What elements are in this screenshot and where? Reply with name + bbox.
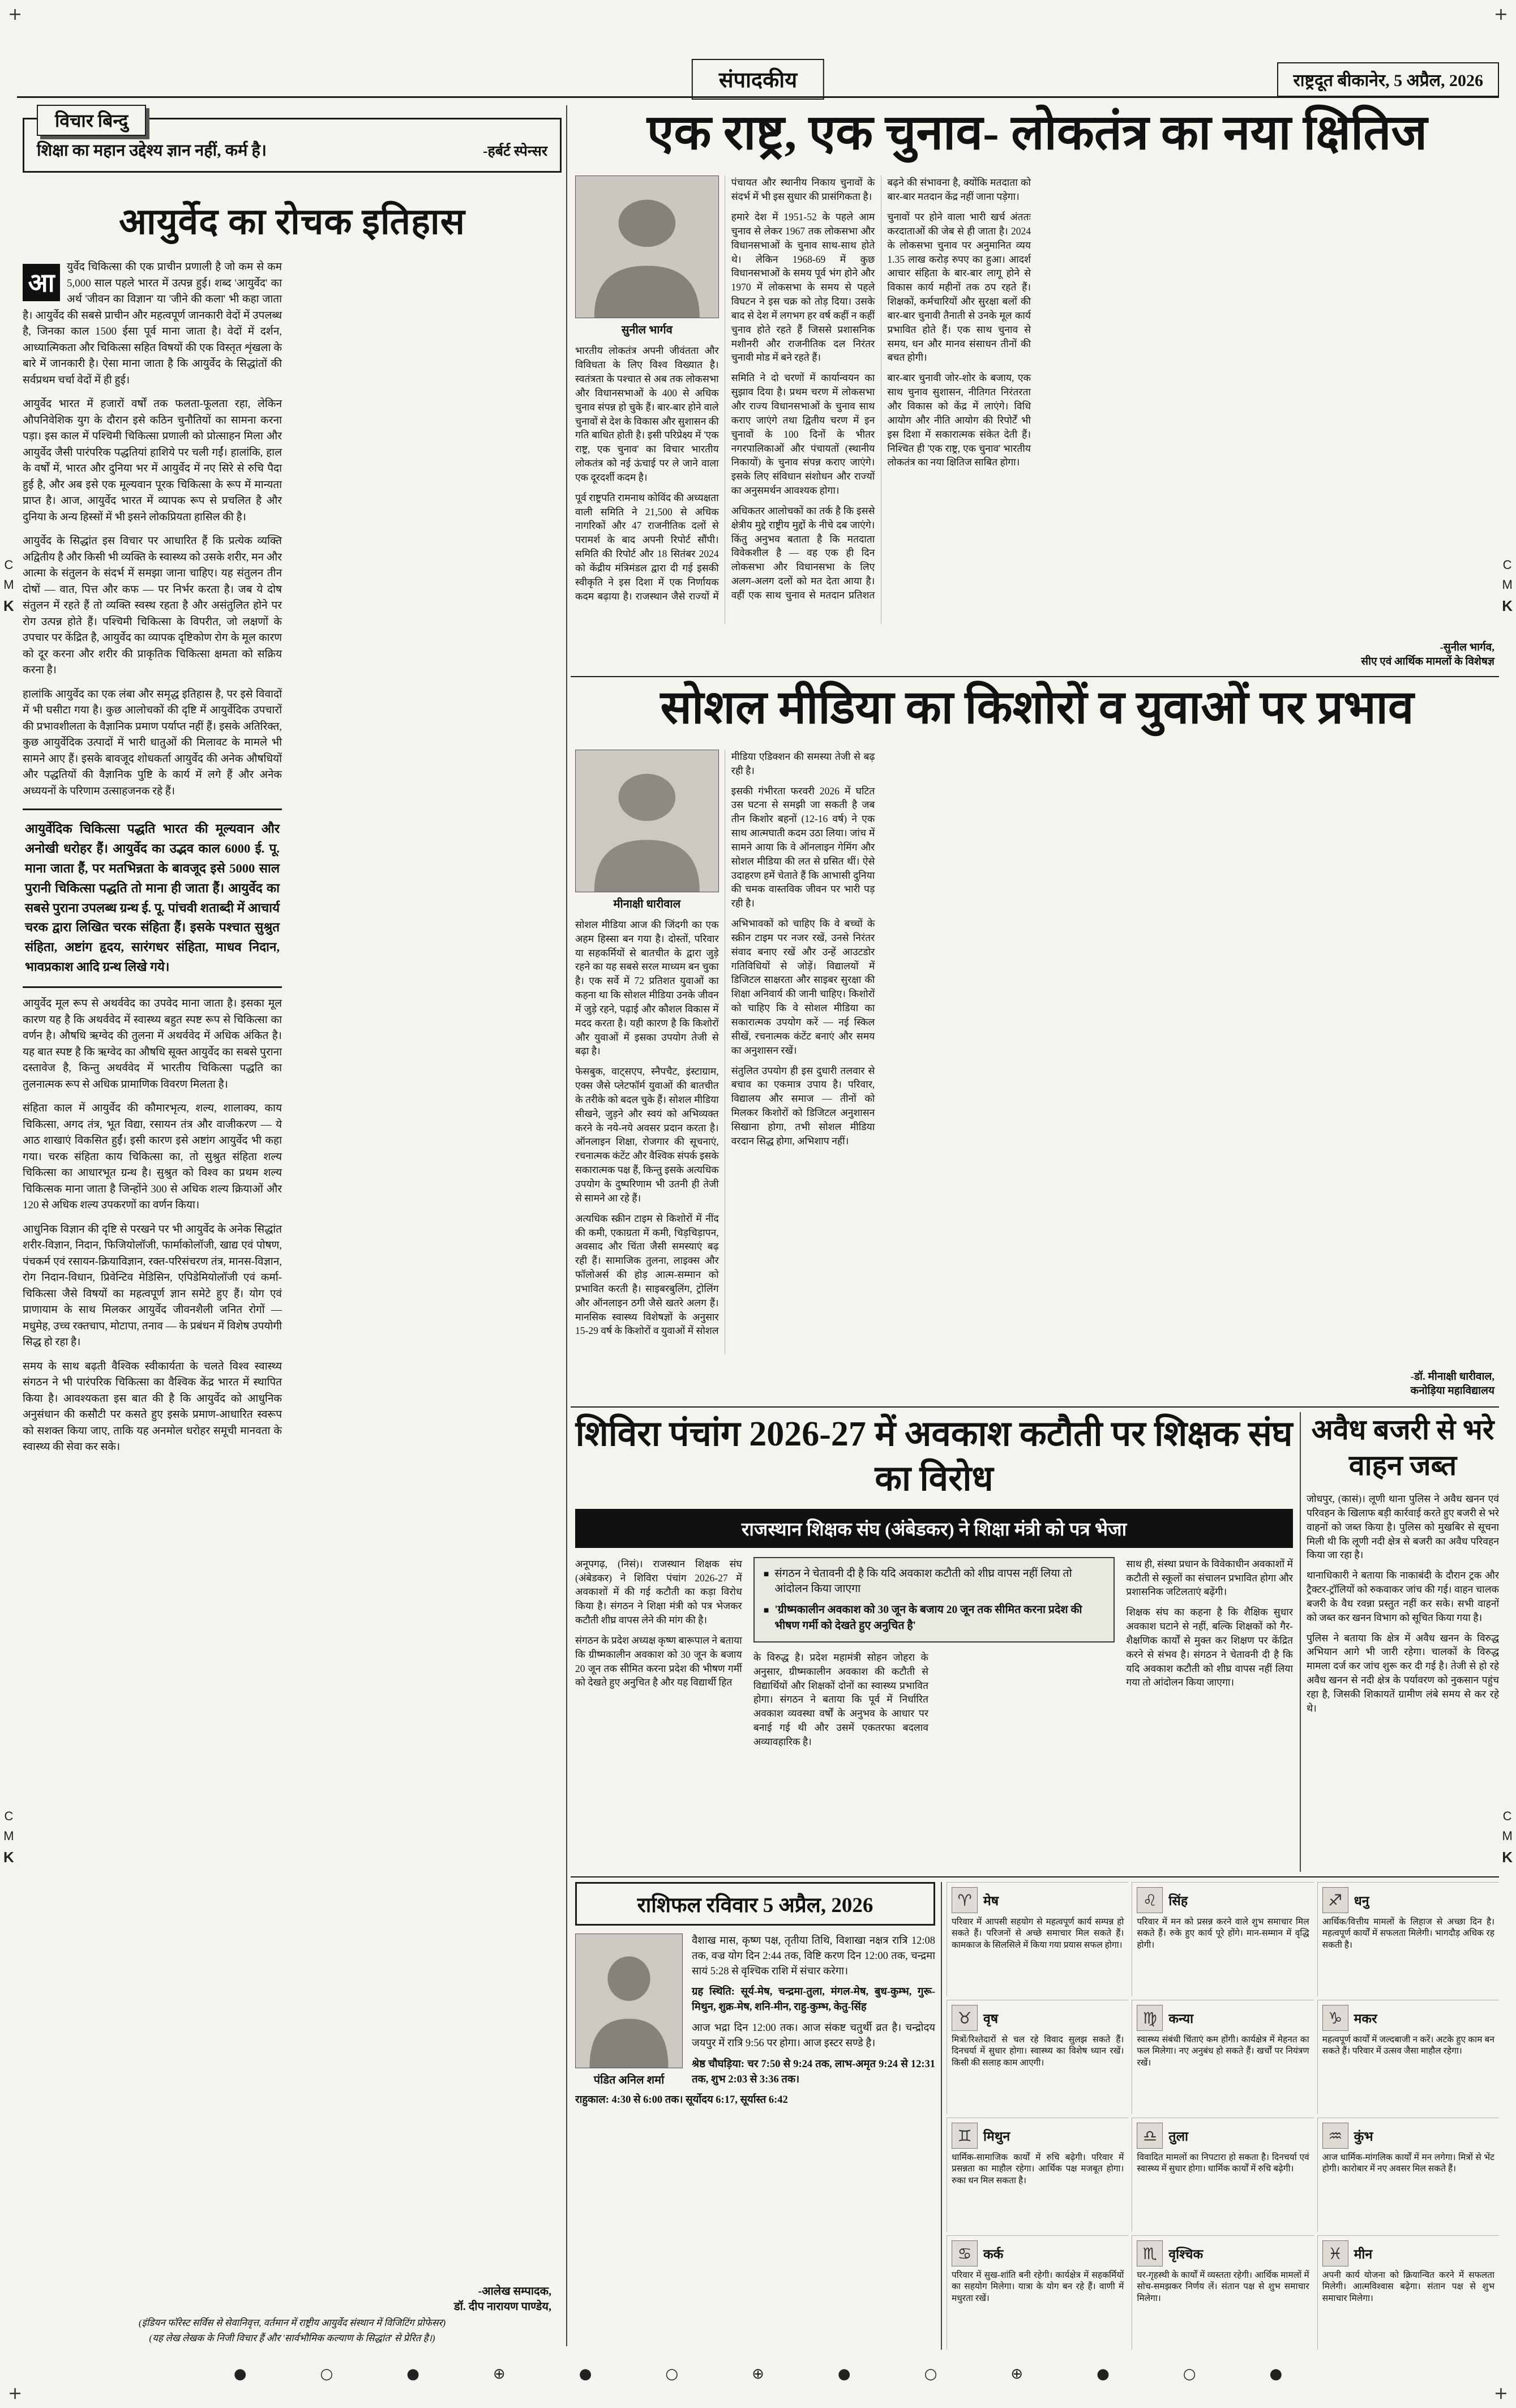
ayurveda-paragraphs: [23, 396, 282, 799]
bajri-body: [1307, 1492, 1499, 1832]
masthead-date: राष्ट्रदूत बीकानेर, 5 अप्रैल, 2026: [1277, 62, 1499, 97]
social-media-body: [575, 750, 1499, 1354]
paragraph: अभिभावकों को चाहिए कि वे बच्चों के स्क्रीन टाइम पर नजर रखें, उनसे निरंतर संवाद बनाए रखें और उन्हें आउटडोर गतिविधियों से जोड़ें। विद्यालयों में डिजिटल साक्षरता और साइबर सुरक्षा की शिक्षा अनिवार्य की जानी चाहिए। किशोरों को चाहिए कि वे सोशल मीडिया का सकारात्मक उपयोग करें — नई स्किल सीखें, रचनात्मक कंटेंट बनाएं और समय का अनुशासन रखें।: [731, 918, 875, 1056]
horoscope-divider: [941, 1882, 942, 2350]
sign-name: धनु: [1354, 1894, 1369, 1908]
quote-attribution: -हर्बर्ट स्पेन्सर: [483, 144, 547, 159]
one-nation-headline: एक राष्ट्र, एक चुनाव- लोकतंत्र का नया क्षितिज: [646, 105, 1428, 160]
registration-dot-icon: ●: [233, 2366, 247, 2383]
registration-dot-icon: ●: [1269, 2366, 1283, 2383]
choghadiya-line: श्रेष्ठ चौघड़िया: चर 7:50 से 9:24 तक, लाभ-अमृत 9:24 से 12:31 तक, शुभ 2:03 से 3:36 तक।: [692, 2058, 935, 2085]
cmk-mark: [3, 555, 14, 618]
warning-text: 'ग्रीष्मकालीन अवकाश को 30 जून के बजाय 20 जून तक सीमित करना प्रदेश की भीषण गर्मी को देखते हुए अनुचित है': [774, 1604, 1082, 1632]
paragraph: संहिता काल में आयुर्वेद की कौमारभृत्य, शल्य, शालाक्य, काय चिकित्सा, अगद तंत्र, भूत विद्या, रसायन तंत्र और वाजीकरण — ये आठ शाखाएं विकसित हुईं। इसी कारण इसे अष्टांग आयुर्वेद भी कहा गया। चरक संहिता काय चिकित्सा का, तो सुश्रुत संहिता शल्य चिकित्सा का आधारभूत ग्रन्थ है। सुश्रुत को विश्व का प्रथम शल्य चिकित्सक माना जाता है जिन्होंने 300 से अधिक शल्य क्रियाओं और 120 से अधिक शल्य उपकरणों का वर्णन किया।: [23, 1102, 282, 1211]
sign-forecast: परिवार में आपसी सहयोग से महत्वपूर्ण कार्य सम्पन्न हो सकते हैं। परिजनों से अच्छे समाचार मिल सकते हैं। कामकाज के सिलसिले में किया गया प्रयास सफल होगा।: [952, 1917, 1124, 1950]
registration-dot-icon: ○: [1183, 2366, 1196, 2383]
social-media-byline: [1411, 1370, 1495, 1398]
warning-box: [753, 1557, 1115, 1643]
aries-icon: ♈: [952, 1887, 978, 1913]
aquarius-icon: ♒: [1322, 2123, 1348, 2149]
thought-of-day-title: विचार बिन्दु: [37, 105, 146, 136]
header-rule: [17, 96, 1499, 98]
registration-target-icon: ⊕: [752, 2366, 764, 2383]
shivira-middle: [753, 1557, 1115, 1874]
warning-item: [764, 1602, 1105, 1633]
warning-item: [764, 1566, 1105, 1597]
portrait-silhouette-icon: [576, 176, 718, 318]
crop-mark-icon: +: [1493, 2384, 1508, 2403]
warning-text: संगठन ने चेतावनी दी है कि यदि अवकाश कटौती को शीघ्र वापस नहीं लिया तो आंदोलन किया जाएगा: [774, 1567, 1072, 1596]
cmk-k: K: [1502, 1849, 1513, 1866]
sign-forecast: आर्थिक/वित्तीय मामलों के लिहाज से अच्छा दिन है। महत्वपूर्ण कार्यों में सफलता मिलेगी। भागदौड़ अधिक रह सकती है।: [1322, 1917, 1494, 1950]
paragraph: आधुनिक विज्ञान की दृष्टि से परखने पर भी आयुर्वेद के अनेक सिद्धांत शरीर-विज्ञान, निदान, फिजियोलॉजी, फार्माकोलॉजी, खाद्य एवं पोषण, पंचकर्म एवं रसायन-क्रियाविज्ञान, रक्त-परिसंचरण तंत्र, मानस-विज्ञान, रोग निदान-विधान, प्रिवेन्टिव मेडिसिन, एपिडेमियोलॉजी एवं कर्मा-चिकित्सा जैसे विषयों का महत्वपूर्ण ज्ञान समेटे हुए हैं। योग एवं प्राणायाम के साथ मिलकर आयुर्वेद जीवनशैली जनित रोगों — मधुमेह, उच्च रक्तचाप, मोटापा, तनाव — के प्रबंधन में विशेष उपयोगी सिद्ध हो रहा है।: [23, 1223, 282, 1348]
libra-icon: ♎: [1137, 2123, 1163, 2149]
shivira-column-4: [1126, 1557, 1293, 1874]
panchang-content: [575, 1934, 935, 2114]
paragraph: आयुर्वेद के सिद्धांत इस विचार पर आधारित हैं कि प्रत्येक व्यक्ति अद्वितीय है और किसी भी व्यक्ति के स्वास्थ्य को उसके शरीर, मन और आत्मा के संतुलन के संदर्भ में समझा जाना चाहिए। यह संतुलन तीन दोषों — वात, पित्त और कफ — पर निर्भर करता है। जब ये दोष संतुलन में रहते हैं तो व्यक्ति स्वस्थ रहता है और असंतुलित होने पर रोग उत्पन्न होते हैं। पश्चिमी चिकित्सा के विपरीत, जो लक्षणों के उपचार पर केंद्रित है, आयुर्वेद का व्यापक दृष्टिकोण रोग के मूल कारण को दूर करना और शरीर की प्राकृतिक चिकित्सा क्षमता को सक्रिय करना है।: [23, 535, 282, 676]
ayurveda-headline: आयुर्वेद का रोचक इतिहास: [119, 202, 465, 242]
article-social-media: [575, 682, 1499, 1402]
shivira-column-1: [575, 1557, 742, 1874]
sign-name: कन्या: [1168, 2012, 1194, 2026]
sign-forecast: धार्मिक-सामाजिक कार्यों में रुचि बढ़ेगी। परिवार में प्रसन्नता का माहौल रहेगा। आर्थिक पक्ष मजबूत होगा। रुका धन मिल सकता है।: [952, 2153, 1124, 2185]
sign-name: कुंभ: [1354, 2129, 1373, 2144]
registration-marks-row: [0, 2366, 1516, 2383]
paragraph: समिति ने दो चरणों में कार्यान्वयन का सुझाव दिया है। प्रथम चरण में लोकसभा और राज्य विधानसभाओं के चुनाव साथ कराए जाएंगे तथा द्वितीय चरण में इन चुनावों के 100 दिनों के भीतर नगरपालिकाओं और पंचायतों (स्थानीय निकायों) के चुनाव संपन्न कराए जाएंगे। इसके लिए संविधान संशोधन और राज्यों का अनुसमर्थन आवश्यक होगा।: [731, 372, 875, 497]
registration-dot-icon: ○: [320, 2366, 333, 2383]
taurus-icon: ♉: [952, 2005, 978, 2031]
ayurveda-paragraphs-2: [23, 996, 282, 1456]
article-rule: [571, 1876, 1499, 1877]
zodiac-cell-kumbh: [1317, 2118, 1499, 2232]
crop-mark-icon: +: [1493, 5, 1508, 24]
astrologer-photo-block: [575, 1934, 683, 2087]
paragraph: संगठन के प्रदेश अध्यक्ष कृष्ण बारूपाल ने बताया कि ग्रीष्मकालीन अवकाश को 30 जून के बजाय 20 जून तक सीमित करना प्रदेश की भीषण गर्मी को देखते हुए अनुचित है और यह विद्यार्थी हित: [575, 1634, 742, 1688]
quote-text: शिक्षा का महान उद्देश्य ज्ञान नहीं, कर्म है।: [37, 142, 267, 160]
panchang-block: [575, 1882, 935, 2350]
paragraph: सोशल मीडिया आज की जिंदगी का एक अहम हिस्सा बन गया है। दोस्तों, परिवार या सहकर्मियों से बातचीत के द्वारा जुड़े रहने का यह सबसे सरल माध्यम बन चुका है। एक सर्वे में 72 प्रतिशत युवाओं का कहना था कि सोशल मीडिया उनके जीवन में जुड़े रहने, पढ़ाई और कौशल विकास में मदद करता है। यही कारण है कि किशोरों और युवाओं में इसका उपयोग तेजी से बढ़ा है।: [575, 918, 719, 1057]
shivira-subhead-bar: राजस्थान शिक्षक संघ (अंबेडकर) ने शिक्षा मंत्री को पत्र भेजा: [575, 1509, 1293, 1548]
cmk-mark: [3, 1806, 14, 1870]
gemini-icon: ♊: [952, 2123, 978, 2149]
rahukal-line: राहुकाल: 4:30 से 6:00 तक। सूर्योदय 6:17, सूर्यास्त 6:42: [575, 2094, 788, 2106]
sign-forecast: मित्रों/रिश्तेदारों से चल रहे विवाद सुलझ सकते हैं। दिनचर्या में सुधार होगा। स्वास्थ्य का विशेष ध्यान रखें। किसी की सलाह काम आएगी।: [952, 2035, 1124, 2068]
zodiac-cell-kark: [947, 2235, 1128, 2350]
cmk-k: K: [3, 1849, 14, 1866]
sign-name: मीन: [1354, 2247, 1373, 2261]
zodiac-cell-vrishchik: [1132, 2235, 1313, 2350]
sign-forecast: आज धार्मिक-मांगलिक कार्यों में मन लगेगा। मित्रों से भेंट होगी। कारोबार में नए अवसर मिल सकते हैं।: [1322, 2153, 1494, 2174]
registration-dot-icon: ○: [665, 2366, 679, 2383]
article-one-nation-one-election: [575, 105, 1499, 673]
sign-name: मकर: [1354, 2012, 1377, 2026]
paragraph: थानाधिकारी ने बताया कि नाकाबंदी के दौरान ट्रक और ट्रैक्टर-ट्रॉलियों को रुकवाकर जांच की गई। वाहन चालक बजरी के वैध रवन्ना प्रस्तुत नहीं कर सके। सभी वाहनों को जब्त कर खनन विभाग को सूचित किया गया है।: [1307, 1569, 1499, 1623]
lead-paragraph: [23, 259, 282, 388]
left-column: [23, 105, 562, 2346]
article-bajri-seizure: [1307, 1412, 1499, 1871]
shivira-middle-text: [753, 1650, 1115, 1837]
sign-name: कर्क: [983, 2247, 1004, 2261]
paragraph: समय के साथ बढ़ती वैश्विक स्वीकार्यता के चलते विश्व स्वास्थ्य संगठन ने भी पारंपरिक चिकित्सा का वैश्विक केंद्र भारत में स्थापित किया है। आवश्यकता इस बात की है कि आयुर्वेद को आधुनिक अनुसंधान की कसौटी पर कसते हुए इसके प्रमाण-आधारित स्वरूप को सशक्त किया जाए, ताकि यह अनमोल धरोहर समूची मानवता के स्वास्थ्य की सेवा कर सके।: [23, 1360, 282, 1453]
sign-forecast: अपनी कार्य योजना को क्रियान्वित करने में सफलता मिलेगी। आत्मविश्वास बढ़ेगा। संतान पक्ष से शुभ समाचार मिलेगा।: [1322, 2270, 1494, 2303]
byline-name: -सुनील भार्गव,: [1440, 641, 1494, 653]
zodiac-cell-meen: [1317, 2235, 1499, 2350]
pisces-icon: ♓: [1322, 2240, 1348, 2266]
crop-mark-icon: +: [8, 2384, 23, 2403]
bullet-icon: ■: [763, 1569, 769, 1579]
dropcap: आ: [23, 264, 60, 301]
cmk-m: M: [1502, 578, 1513, 592]
panchang-line: आज भद्रा दिन 12:00 तक। आज संकष्ट चतुर्थी व्रत है। चन्द्रोदय जयपुर में रात्रि 9:56 पर होगा। आज इस्टर सण्डे है।: [692, 2022, 935, 2049]
pandit-anil-sharma-photo: [575, 1934, 683, 2068]
sign-forecast: महत्वपूर्ण कार्यों में जल्दबाजी न करें। अटके हुए काम बन सकते हैं। परिवार में उत्सव जैसा माहौल रहेगा।: [1322, 2035, 1494, 2056]
one-nation-byline: [1361, 640, 1494, 669]
ayurveda-footer: [23, 2283, 562, 2344]
cmk-k: K: [1502, 597, 1513, 615]
sign-name: सिंह: [1168, 1894, 1188, 1908]
paragraph: हालांकि आयुर्वेद का एक लंबा और समृद्ध इतिहास है, पर इसे विवादों में भी घसीटा गया है। कुछ आलोचकों की दृष्टि में आयुर्वेदिक उपचारों की प्रभावशीलता के वैज्ञानिक प्रमाण पर्याप्त नहीं हैं। इसके अतिरिक्त, कुछ आयुर्वेदिक उत्पादों में भारी धातुओं की मिलावट के मामले भी सामने आए हैं। इसके बावजूद शोधकर्ता आयुर्वेद की अनेक औषधियों और पद्धतियों की वैज्ञानिक पुष्टि के कार्य में लगे हैं और अनेक अध्ययनों के परिणाम उत्साहजनक रहे हैं।: [23, 688, 282, 797]
sign-name: वृष: [983, 2012, 999, 2026]
bullet-icon: ■: [763, 1606, 769, 1616]
registration-dot-icon: ●: [1097, 2366, 1110, 2383]
paragraph: पूर्व राष्ट्रपति रामनाथ कोविंद की अध्यक्षता वाली समिति ने 21,500 से अधिक नागरिकों और 47 राजनीतिक दलों से परामर्श के बाद अपनी रिपोर्ट सौंपी। समिति की रिपोर्ट और 18 सितंबर 2024 को केंद्रीय मंत्रिमंडल द्वारा दी गई इसकी स्वीकृति ने इस दिशा में एक निर्णायक कदम बढ़ाया है। राजस्थान जैसे राज्यों में पंचायत और स्थानीय निकाय चुनावों के संदर्भ में भी इस सुधार की प्रासंगिकता है।: [575, 177, 875, 602]
photo-caption: सुनील भार्गव: [621, 324, 673, 337]
paragraph: आयुर्वेद भारत में हजारों वर्षों तक फलता-फूलता रहा, लेकिन औपनिवेशिक युग के दौरान इसे कठिन चुनौतियों का सामना करना पड़ा। इस काल में पश्चिमी चिकित्सा प्रणाली को प्रोत्साहन मिला और आयुर्वेद जैसी पारंपरिक पद्धतियां हाशिये पर चली गईं। हालांकि, हाल के वर्षों में, भारत और दुनिया भर में आयुर्वेद में नए सिरे से रुचि पैदा हुई है, और अब इसे एक मूल्यवान पूरक चिकित्सा के रूप में मान्यता प्राप्त है। आज, आयुर्वेद भारत में व्यापक रूप से प्रचलित है और दुनिया के अन्य हिस्सों में भी इसने लोकप्रियता हासिल की है।: [23, 398, 282, 523]
paragraph: आयुर्वेद मूल रूप से अथर्ववेद का उपवेद माना जाता है। इसका मूल कारण यह है कि अथर्ववेद में स्वास्थ्य बहुत स्पष्ट रूप से चिकित्सा का वर्णन है। औषधि ऋग्वेद की तुलना में अथर्ववेद में अधिक अंकित है। यह बात स्पष्ट है कि ऋग्वेद का औषधि सूक्त आयुर्वेद का सबसे पुराना दस्तावेज है, किन्तु अथर्ववेद में भारतीय चिकित्सा पद्धति का तुलनात्मक रूप से अधिक प्रामाणिक विवरण मिलता है।: [23, 998, 282, 1090]
zodiac-cell-mithun: [947, 2118, 1128, 2232]
cmk-m: M: [3, 578, 14, 592]
paragraph: साथ ही, संस्था प्रधान के विवेकाधीन अवकाशों में कटौती से स्कूलों का संचालन प्रभावित होगा और प्रशासनिक जटिलताएं बढ़ेंगी।: [1126, 1558, 1293, 1598]
leo-icon: ♌: [1137, 1887, 1163, 1913]
crop-mark-icon: +: [8, 5, 23, 24]
registration-dot-icon: ●: [579, 2366, 592, 2383]
registration-dot-icon: ●: [837, 2366, 851, 2383]
ayurveda-inset-highlight: आयुर्वेदिक चिकित्सा पद्धति भारत की मूल्यवान और अनोखी धरोहर हैं। आयुर्वेद का उद्भव काल 6000 ई. पू. माना जाता हैं, पर मतभिन्नता के बावजूद इसे 5000 साल पुरानी चिकित्सा पद्धति तो माना ही जाता हैं। आयुर्वेद का सबसे पुराना उपलब्ध ग्रन्थ ई. पू. पांचवी शताब्दी में आचार्य चरक द्वारा लिखित चरक संहिता हैं। इसके पश्चात सुश्रुत संहिता, अष्टांग हृदय, सारंगधर संहिता, माधव निदान, भावप्रकाश आदि ग्रन्थ लिखे गये।: [23, 809, 282, 988]
cancer-icon: ♋: [952, 2240, 978, 2266]
paragraph: अत्यधिक स्क्रीन टाइम से किशोरों में नींद की कमी, एकाग्रता में कमी, चिड़चिड़ापन, अवसाद और चिंता जैसी समस्याएं बढ़ रही हैं। सामाजिक तुलना, लाइक्स और फॉलोअर्स की होड़ आत्म-सम्मान को प्रभावित करती है। साइबरबुलिंग, ट्रोलिंग और ऑनलाइन ठगी जैसे खतरे अलग हैं। मानसिक स्वास्थ्य विशेषज्ञों के अनुसार 15-29 वर्ष के किशोरों व युवाओं में सोशल मीडिया एडिक्शन की समस्या तेजी से बढ़ रही है।: [575, 750, 875, 1337]
article-divider: [1300, 1412, 1301, 1872]
sign-name: तुला: [1168, 2129, 1188, 2144]
author-credit: -आलेख सम्पादक,: [478, 2285, 551, 2298]
paragraph: फेसबुक, वाट्सएप, स्नैपचैट, इंस्टाग्राम, एक्स जैसे प्लेटफॉर्म युवाओं की बातचीत के तरीके को बदल चुके हैं। सोशल मीडिया सीखने, जुड़ने और स्वयं को अभिव्यक्त करने के नये-नये अवसर प्रदान करता है। ऑनलाइन शिक्षा, रोजगार की सूचनाएं, रचनात्मक कंटेंट और वैश्विक संपर्क इसके सकारात्मक पक्ष हैं, किन्तु इसके अत्यधिक उपयोग के दुष्परिणाम भी उतनी ही तेजी से सामने आ रहे हैं।: [575, 1066, 719, 1204]
horoscope-header: राशिफल रविवार 5 अप्रैल, 2026: [575, 1882, 935, 1926]
cmk-c: C: [1502, 1809, 1512, 1823]
photo-caption: पंडित अनिल शर्मा: [593, 2074, 665, 2086]
sunil-bhargava-photo: [575, 176, 719, 318]
sign-name: मिथुन: [983, 2129, 1010, 2144]
cmk-mark: [1502, 555, 1513, 618]
registration-dot-icon: ●: [406, 2366, 419, 2383]
sign-forecast: परिवार में सुख-शांति बनी रहेगी। कार्यक्षेत्र में सहकर्मियों का सहयोग मिलेगा। यात्रा के योग बन रहे हैं। वाणी में मधुरता रखें।: [952, 2270, 1124, 2303]
zodiac-cell-tula: [1132, 2118, 1313, 2232]
cmk-c: C: [4, 558, 14, 572]
article-rule: [571, 676, 1499, 677]
paragraph: अनूपगढ़, (निसं)। राजस्थान शिक्षक संघ (अंबेडकर) ने शिविरा पंचांग 2026-27 में अवकाशों में की गई कटौती का कड़ा विरोध किया है। संगठन ने शिक्षा मंत्री को पत्र भेजकर कटौती शीघ्र वापस लेने की मांग की है।: [575, 1558, 742, 1626]
byline-title: सीए एवं आर्थिक मामलों के विशेषज्ञ: [1361, 656, 1494, 668]
author-name: डॉ. दीप नारायण पाण्डेय,: [453, 2300, 551, 2313]
portrait-silhouette-icon: [576, 1934, 682, 2068]
zodiac-cell-mesh: [947, 1882, 1128, 1996]
zodiac-cell-kanya: [1132, 2000, 1313, 2114]
paragraph: संतुलित उपयोग ही इस दुधारी तलवार से बचाव का एकमात्र उपाय है। परिवार, विद्यालय और समाज — तीनों को मिलकर किशोरों को डिजिटल अनुशासन सिखाना होगा, तभी सोशल मीडिया वरदान सिद्ध होगा, अभिशाप नहीं।: [731, 1064, 875, 1147]
paragraph: जोधपुर, (कासं)। लूणी थाना पुलिस ने अवैध खनन एवं परिवहन के खिलाफ बड़ी कार्रवाई करते हुए बजरी से भरे वाहनों को जब्त किया है। पुलिस को मुखबिर से सूचना मिली थी कि लूणी नदी क्षेत्र से बजरी का अवैध परिवहन किया जा रहा है।: [1307, 1493, 1499, 1561]
cmk-c: C: [1502, 558, 1512, 572]
zodiac-grid: [947, 1882, 1499, 2350]
paragraph: बार-बार चुनावी जोर-शोर के बजाय, एक साथ चुनाव सुशासन, नीतिगत निरंतरता और विकास को केंद्र में लाएंगे। विधि आयोग और नीति आयोग की रिपोर्टें भी इस दिशा में सकारात्मक संकेत देती हैं। निश्चित ही 'एक राष्ट्र, एक चुनाव' भारतीय लोकतंत्र का नया क्षितिज साबित होगा।: [887, 372, 1031, 468]
paragraph: हमारे देश में 1951-52 के पहले आम चुनाव से लेकर 1967 तक लोकसभा और विधानसभाओं के चुनाव साथ-साथ होते थे। लेकिन 1968-69 में कुछ विधानसभाओं के समय पूर्व भंग होने और 1970 में लोकसभा के समय से पहले विघटन ने इस चक्र को तोड़ दिया। उसके बाद से देश में लगभग हर वर्ष कहीं न कहीं चुनाव होते रहते हैं जिससे प्रशासनिक मशीनरी और राजनीतिक दल निरंतर चुनावी मोड में बने रहते हैं।: [731, 211, 875, 363]
bajri-headline: अवैध बजरी से भरे वाहन जब्त: [1311, 1414, 1494, 1481]
page-section-title: संपादकीय: [692, 59, 824, 100]
zodiac-cell-makar: [1317, 2000, 1499, 2114]
paragraph: के विरुद्ध है। प्रदेश महामंत्री सोहन जोहरा के अनुसार, ग्रीष्मकालीन अवकाश की कटौती से विद्यार्थियों और शिक्षकों दोनों का स्वास्थ्य प्रभावित होगा। संगठन ने बताया कि पूर्व में निर्धारित अवकाश व्यवस्था वर्षों के अनुभव के आधार पर बनाई गई थी और उसमें एकतरफा बदलाव अव्यावहारिक है।: [753, 1651, 928, 1747]
column-divider: [566, 105, 567, 2346]
registration-target-icon: ⊕: [493, 2366, 506, 2383]
horoscope-section: [575, 1882, 1499, 2350]
ayurveda-article-body: [23, 259, 562, 2139]
planet-positions: ग्रह स्थिति: सूर्य-मेष, चन्द्रमा-तुला, मंगल-मेष, बुध-कुम्भ, गुरू-मिथुन, शुक्र-मेष, शनि-मीन, राहु-कुम्भ, केतु-सिंह: [692, 1986, 935, 2013]
paragraph: चुनावों पर होने वाला भारी खर्च अंततः करदाताओं की जेब से ही जाता है। 2024 के लोकसभा चुनाव पर अनुमानित व्यय 1.35 लाख करोड़ रुपए का हुआ। आदर्श आचार संहिता के बार-बार लागू होने से विकास कार्य महीनों तक ठप रहते हैं। शिक्षकों, कर्मचारियों और सुरक्षा बलों की बार-बार चुनावी तैनाती से उनके मूल कार्य प्रभावित होते हैं। एक साथ चुनाव से समय, धन और मानव संसाधन तीनों की बचत होगी।: [887, 211, 1031, 363]
paragraph: अधिकतर आलोचकों का तर्क है कि इससे क्षेत्रीय मुद्दे राष्ट्रीय मुद्दों के नीचे दब जाएंगे। किंतु अनुभव बताता है कि मतदाता विवेकशील है — वह एक ही दिन लोकसभा और विधानसभा के लिए अलग-अलग दलों को मत देता आया है। वहीं एक साथ चुनाव से मतदान प्रतिशत बढ़ने की संभावना है, क्योंकि मतदाता को बार-बार मतदान केंद्र नहीं जाना पड़ेगा।: [731, 177, 1031, 601]
byline-title: कनोड़िया महाविद्यालय: [1410, 1385, 1494, 1397]
virgo-icon: ♍: [1137, 2005, 1163, 2031]
article-rule: [571, 1406, 1499, 1408]
portrait-silhouette-icon: [576, 750, 718, 892]
cmk-mark: [1502, 1806, 1513, 1870]
sign-name: वृश्चिक: [1168, 2247, 1204, 2261]
social-media-headline: सोशल मीडिया का किशोरों व युवाओं पर प्रभाव: [660, 682, 1414, 733]
sagittarius-icon: ♐: [1322, 1887, 1348, 1913]
zodiac-cell-singh: [1132, 1882, 1313, 1996]
cmk-k: K: [3, 597, 14, 615]
cmk-m: M: [1502, 1829, 1513, 1844]
photo-caption: मीनाक्षी धारीवाल: [613, 897, 681, 910]
zodiac-cell-dhanu: [1317, 1882, 1499, 1996]
byline-name: -डॉ. मीनाक्षी धारीवाल,: [1410, 1370, 1494, 1383]
cmk-c: C: [4, 1809, 14, 1823]
scorpio-icon: ♏: [1137, 2240, 1163, 2266]
sign-forecast: परिवार में मन को प्रसन्न करने वाले शुभ समाचार मिल सकते हैं। रुके हुए कार्य पूरे होंगे। मान-सम्मान में वृद्धि होगी।: [1137, 1917, 1309, 1950]
sign-forecast: स्वास्थ्य संबंधी चिंताएं कम होंगी। कार्यक्षेत्र में मेहनत का फल मिलेगा। नए अनुबंध हो सकते हैं। खर्चों पर नियंत्रण रखें।: [1137, 2035, 1309, 2068]
panchang-line: वैशाख मास, कृष्ण पक्ष, तृतीया तिथि, विशाखा नक्षत्र रात्रि 12:08 तक, वज्र योग दिन 2:44 तक, विष्टि करण दिन 12:00 तक, चन्द्रमा सायं 5:28 से वृश्चिक राशि में संचार करेगा।: [692, 1935, 935, 1977]
sign-name: मेष: [983, 1894, 999, 1908]
author-photo-block: [575, 176, 719, 337]
cmk-m: M: [3, 1829, 14, 1844]
sign-forecast: घर-गृहस्थी के कार्यों में व्यस्तता रहेगी। आर्थिक मामलों में सोच-समझकर निर्णय लें। संतान पक्ष से शुभ समाचार मिलेगा।: [1137, 2270, 1309, 2303]
paragraph: शिक्षक संघ का कहना है कि शैक्षिक सुधार अवकाश घटाने से नहीं, बल्कि शिक्षकों को गैर-शैक्षणिक कार्यों से मुक्त कर शिक्षण पर केंद्रित करने से संभव है। संगठन ने चेतावनी दी है कि यदि अवकाश कटौती को शीघ्र वापस नहीं लिया गया तो आंदोलन किया जाएगा।: [1126, 1606, 1293, 1688]
registration-dot-icon: ○: [924, 2366, 937, 2383]
paragraph: पुलिस ने बताया कि क्षेत्र में अवैध खनन के विरुद्ध अभियान आगे भी जारी रहेगा। चालकों के विरुद्ध मामला दर्ज कर जांच शुरू कर दी गई है। तेजी से हो रहे अवैध खनन से नदी क्षेत्र के पर्यावरण को नुकसान पहुंच रहा है, जिसकी शिकायतें ग्रामीण लंबे समय से कर रहे थे।: [1307, 1632, 1499, 1714]
capricorn-icon: ♑: [1322, 2005, 1348, 2031]
zodiac-cell-vrish: [947, 2000, 1128, 2114]
paragraph: भारतीय लोकतंत्र अपनी जीवंतता और विविधता के लिए विश्व विख्यात है। स्वतंत्रता के पश्चात से अब तक लोकसभा और विधानसभाओं के 400 से अधिक चुनाव संपन्न हो चुके हैं। बार-बार होने वाले चुनावों से देश के विकास और सुशासन की गति बाधित होती है। इसी परिप्रेक्ष्य में 'एक राष्ट्र, एक चुनाव' का विचार भारतीय लोकतंत्र को नई ऊंचाई पर ले जाने वाला एक दूरदर्शी कदम है।: [575, 345, 719, 483]
article-shivira-protest: [575, 1412, 1293, 1871]
thought-of-day-box: [23, 110, 562, 173]
paragraph: इसकी गंभीरता फरवरी 2026 में घटित उस घटना से समझी जा सकती है जब तीन किशोर बहनों (12-16 वर्ष) ने एक साथ आत्मघाती कदम उठा लिया। जांच में सामने आया कि वे ऑनलाइन गेमिंग और सोशल मीडिया की लत से ग्रसित थीं। ऐसे उदाहरण हमें चेताते हैं कि आभासी दुनिया की चमक वास्तविक जीवन पर भारी पड़ रही है।: [731, 785, 875, 909]
author-photo-block: [575, 750, 719, 911]
sign-forecast: विवादित मामलों का निपटारा हो सकता है। दिनचर्या एवं स्वास्थ्य में सुधार होगा। धार्मिक कार्यों में रुचि बढ़ेगी।: [1137, 2153, 1309, 2174]
author-note: (इंडियन फॉरेस्ट सर्विस से सेवानिवृत्त, वर्तमान में राष्ट्रीय आयुर्वेद संस्थान में विजिटिंग प्रोफेसर): [138, 2317, 446, 2328]
meenakshi-dhariwal-photo: [575, 750, 719, 892]
one-nation-body: [575, 176, 1499, 624]
registration-target-icon: ⊕: [1010, 2366, 1023, 2383]
shivira-headline: शिविरा पंचांग 2026-27 में अवकाश कटौती पर शिक्षक संघ का विरोध: [575, 1415, 1293, 1499]
disclaimer-note: (यह लेख लेखक के निजी विचार हैं और 'सार्वभौमिक कल्याण के सिद्धांत' से प्रेरित है।): [149, 2333, 435, 2343]
lead-text: युर्वेद चिकित्सा की एक प्राचीन प्रणाली है जो कम से कम 5,000 साल पहले भारत में उत्पन्न हुई। शब्द 'आयुर्वेद' का अर्थ 'जीवन का विज्ञान' या 'जीने की कला' भी कहा जाता है। आयुर्वेद की सबसे प्राचीन और महत्वपूर्ण जानकारी वेदों में उपलब्ध है, जिनका काल 1500 ईसा पूर्व माना जाता है। वेदों में दर्शन, आध्यात्मिकता और चिकित्सा सहित विषयों की एक विस्तृत शृंखला के बारे में जानकारी है। ऐसा माना जाता है कि आयुर्वेद के सिद्धांतों की सर्वप्रथम चर्चा वेदों में ही हुई।: [23, 261, 282, 386]
